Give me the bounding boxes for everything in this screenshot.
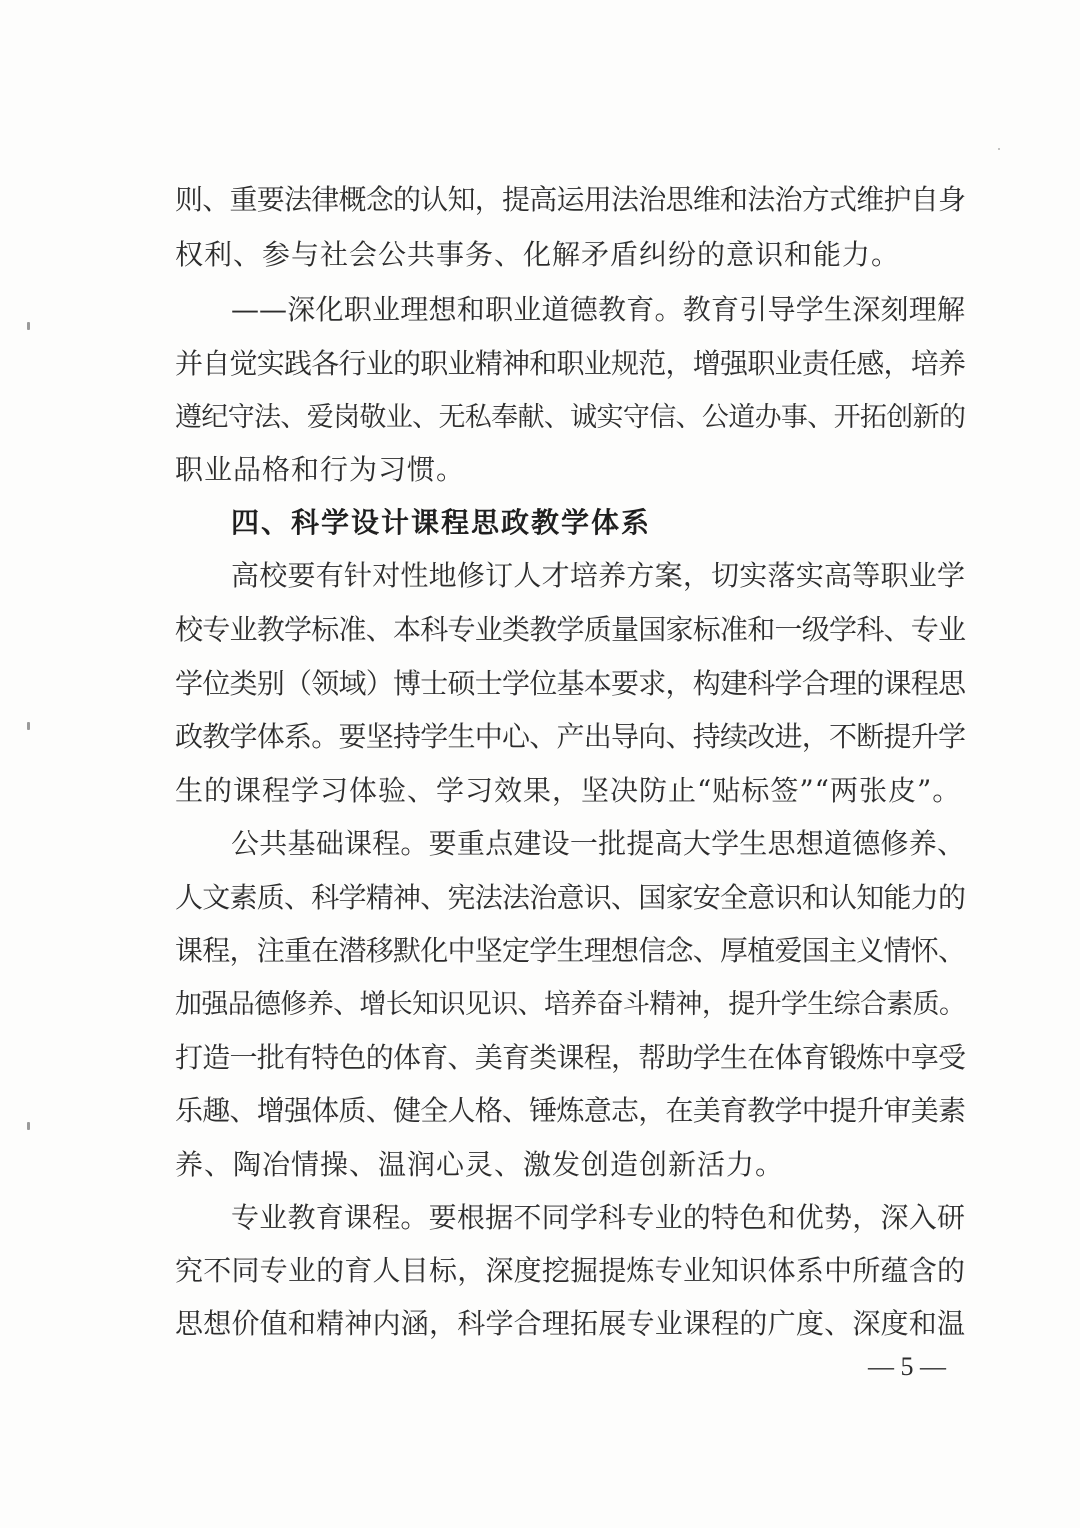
- body-text-line: 公共基础课程。要重点建设一批提高大学生思想道德修养、: [231, 827, 965, 860]
- body-text-line: 学位类别（领域）博士硕士学位基本要求，构建科学合理的课程思: [175, 667, 965, 700]
- body-text-line: 生的课程学习体验、学习效果，坚决防止“贴标签”“两张皮”。: [175, 774, 962, 807]
- body-text-line: 专业教育课程。要根据不同学科专业的特色和优势，深入研: [231, 1201, 965, 1234]
- body-text-line: 课程，注重在潜移默化中坚定学生理想信念、厚植爱国主义情怀、: [175, 934, 965, 967]
- body-text-line: 加强品德修养、增长知识见识、培养奋斗精神，提升学生综合素质。: [175, 989, 965, 1020]
- body-text-line: 遵纪守法、爱岗敬业、无私奉献、诚实守信、公道办事、开拓创新的: [175, 402, 965, 433]
- body-text-line: 高校要有针对性地修订人才培养方案，切实落实高等职业学: [231, 559, 965, 592]
- body-text-line: 校专业教学标准、本科专业类教学质量国家标准和一级学科、专业: [175, 613, 965, 646]
- body-text-line: 思想价值和精神内涵，科学合理拓展专业课程的广度、深度和温: [175, 1307, 965, 1340]
- body-text-line: 政教学体系。要坚持学生中心、产出导向、持续改进，不断提升学: [175, 720, 965, 753]
- body-text-line: 并自觉实践各行业的职业精神和职业规范，增强职业责任感，培养: [175, 347, 965, 380]
- body-text-line: 打造一批有特色的体育、美育类课程，帮助学生在体育锻炼中享受: [175, 1041, 965, 1074]
- body-text-line: 人文素质、科学精神、宪法法治意识、国家安全意识和认知能力的: [175, 881, 965, 914]
- binding-mark: [27, 1122, 30, 1130]
- section-heading: 四、科学设计课程思政教学体系: [231, 506, 652, 539]
- body-text-line: 究不同专业的育人目标，深度挖掘提炼专业知识体系中所蕴含的: [175, 1254, 965, 1287]
- scan-speck: [998, 148, 1000, 150]
- body-text-line: 养、陶冶情操、温润心灵、激发创造创新活力。: [175, 1148, 785, 1181]
- binding-mark: [27, 722, 30, 730]
- body-text-line: 权利、参与社会公共事务、化解矛盾纠纷的意识和能力。: [175, 238, 901, 271]
- body-text-line: 则、重要法律概念的认知，提高运用法治思维和法治方式维护自身: [175, 183, 965, 216]
- body-text-line: 乐趣、增强体质、健全人格、锤炼意志，在美育教学中提升审美素: [175, 1094, 965, 1127]
- body-text-line: 职业品格和行为习惯。: [175, 453, 466, 486]
- page-number: — 5 —: [868, 1352, 946, 1381]
- body-text-line: ——深化职业理想和职业道德教育。教育引导学生深刻理解: [231, 293, 965, 326]
- binding-mark: [27, 322, 30, 330]
